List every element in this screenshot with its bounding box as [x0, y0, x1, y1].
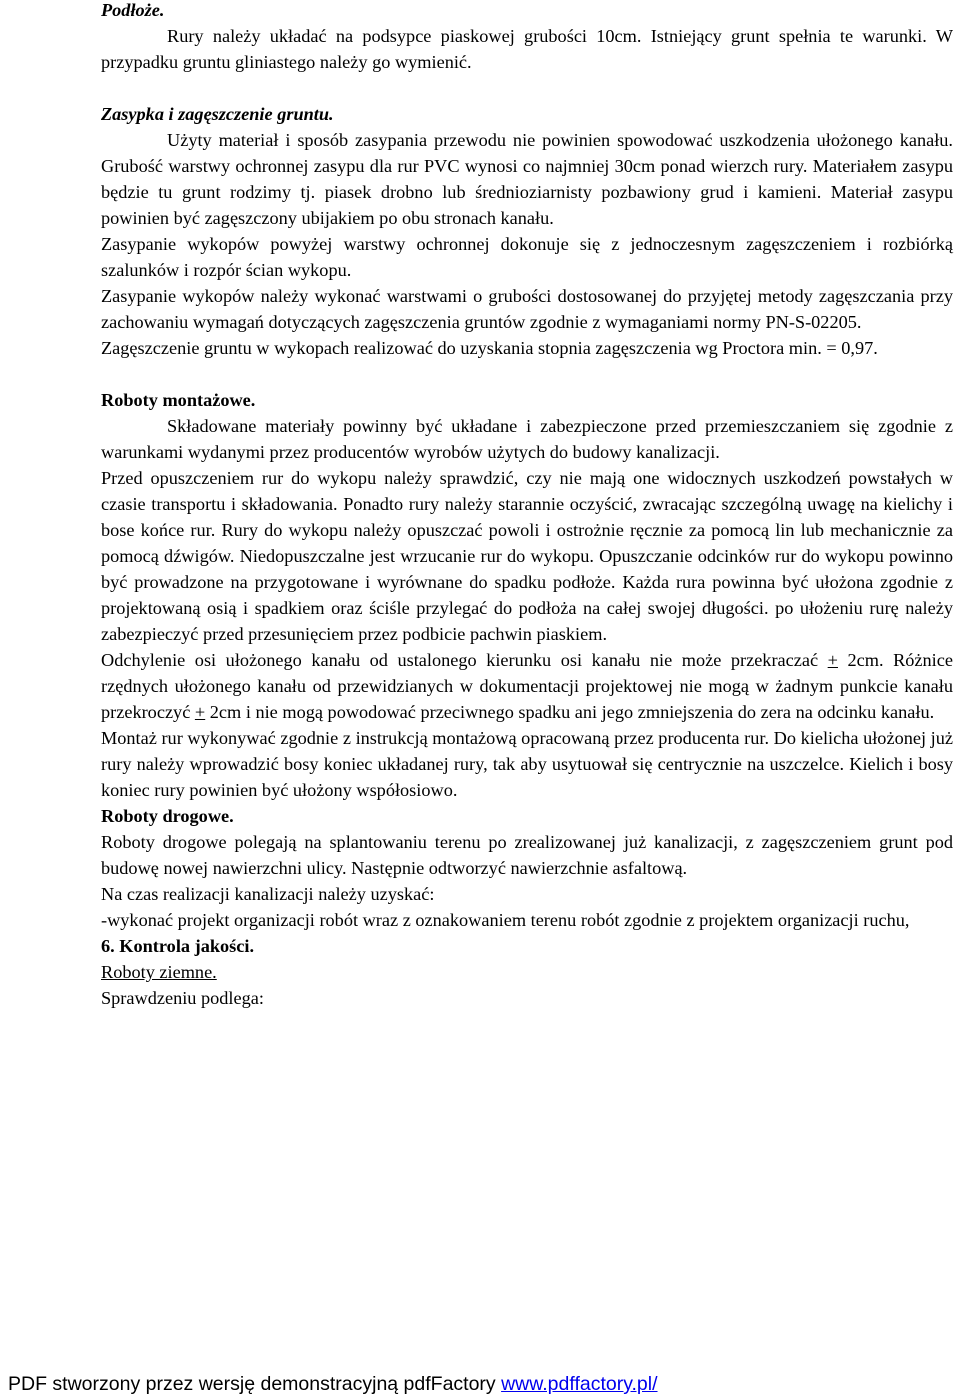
paragraph-montaz-1: Składowane materiały powinny być układane i zabezpieczone przed przemieszczaniem się zgodnie z warunkami wydanymi przez producentów wyrobów użytych do budowy kanalizacji.: [101, 416, 953, 462]
plus-minus-sign: +: [194, 702, 206, 722]
heading-zasypka: Zasypka i zagęszczenie gruntu.: [101, 104, 334, 124]
paragraph-montaz-4: Montaż rur wykonywać zgodnie z instrukcją montażową opracowaną przez producenta rur. Do kielicha ułożonej już rury należy wprowadzić bosy koniec układanej rury, tak aby usytuował się centrycznie na uszczelce. Kielich i bosy koniec rury powinien być ułożony współosiowo.: [101, 728, 953, 800]
text-segment: Odchylenie osi ułożonego kanału od ustalonego kierunku osi kanału nie może przekraczać: [101, 650, 828, 670]
paragraph-drogowe-1: Roboty drogowe polegają na splantowaniu terenu po zrealizowanej już kanalizacji, z zagęszczeniem grunt pod budowę nowej nawierzchni ulicy. Następnie odtworzyć nawierzchnie asfaltową.: [101, 832, 953, 878]
text-segment: 2cm i nie mogą powodować przeciwnego spadku ani jego zmniejszenia do zera na odcinku kanału.: [205, 702, 935, 722]
heading-kontrola: 6. Kontrola jakości.: [101, 936, 255, 956]
paragraph-zasypka-1: Użyty materiał i sposób zasypania przewodu nie powinien spowodować uszkodzenia ułożonego kanału. Grubość warstwy ochronnej zasypu dla rur PVC wynosi co najmniej 30cm ponad wierzch rury. Materiałem zasypu będzie tu grunt rodzimy tj. piasek drobno lub średnioziarnisty pozbawiony grud i kamieni. Materiał zasypu powinien być zagęszczony ubijakiem po obu stronach kanału.: [101, 130, 953, 228]
paragraph-drogowe-2: Na czas realizacji kanalizacji należy uzyskać:: [101, 884, 435, 904]
heading-drogowe: Roboty drogowe.: [101, 806, 234, 826]
paragraph-zasypka-2: Zasypanie wykopów powyżej warstwy ochronnej dokonuje się z jednoczesnym zagęszczeniem i rozbiórką szalunków i rozpór ścian wykopu.: [101, 234, 953, 280]
paragraph-montaz-3: [101, 647, 953, 725]
heading-podloze: Podłoże.: [101, 0, 165, 20]
pdf-footer: [8, 1371, 658, 1397]
text-segment: 2cm. Różnice rzędnych ułożonego kanału od przewidzianych w dokumentacji projektowej nie mogą w żadnym punkcie kanału przekroczyć: [101, 650, 953, 722]
paragraph-podloze: Rury należy układać na podsypce piaskowej grubości 10cm. Istniejący grunt spełnia te warunki. W przypadku gruntu gliniastego należy go wymienić.: [101, 26, 953, 72]
document-page: [101, 0, 953, 1011]
paragraph-montaz-2: Przed opuszczeniem rur do wykopu należy sprawdzić, czy nie mają one widocznych uszkodzeń powstałych w czasie transportu i składowania. Ponadto rury należy starannie oczyścić, zwracając szczególną uwagę na kielichy i bose końce rur. Rury do wykopu należy opuszczać powoli i ostrożnie ręcznie za pomocą lin lub mechanicznie za pomocą dźwigów. Niedopuszczalne jest wrzucanie rur do wykopu. Opuszczanie odcinków rur do wykopu powinno być prowadzone na przygotowane i wyrównane do spadku podłoże. Każda rura powinna być ułożona zgodnie z projektowaną osią i spadkiem oraz ściśle przylegać do podłoża na całej swojej długości. po ułożeniu rurę należy zabezpieczyć przed przesunięciem przez podbicie pachwin piaskiem.: [101, 468, 953, 644]
paragraph-drogowe-3: -wykonać projekt organizacji robót wraz z oznakowaniem terenu robót zgodnie z projektem organizacji ruchu,: [101, 910, 910, 930]
paragraph-zasypka-4: Zagęszczenie gruntu w wykopach realizować do uzyskania stopnia zagęszczenia wg Proctora min. = 0,97.: [101, 338, 878, 358]
footer-link[interactable]: www.pdffactory.pl/: [501, 1373, 658, 1395]
subheading-roboty-ziemne: Roboty ziemne.: [101, 962, 217, 982]
paragraph-kontrola: Sprawdzeniu podlega:: [101, 988, 264, 1008]
plus-minus-sign: +: [827, 650, 838, 670]
paragraph-zasypka-3: Zasypanie wykopów należy wykonać warstwami o grubości dostosowanej do przyjętej metody zagęszczania przy zachowaniu wymagań dotyczących zagęszczenia gruntów zgodnie z wymaganiami normy PN-S-02205.: [101, 286, 953, 332]
heading-montaz: Roboty montażowe.: [101, 390, 256, 410]
footer-text: PDF stworzony przez wersję demonstracyjną pdfFactory: [8, 1373, 502, 1395]
